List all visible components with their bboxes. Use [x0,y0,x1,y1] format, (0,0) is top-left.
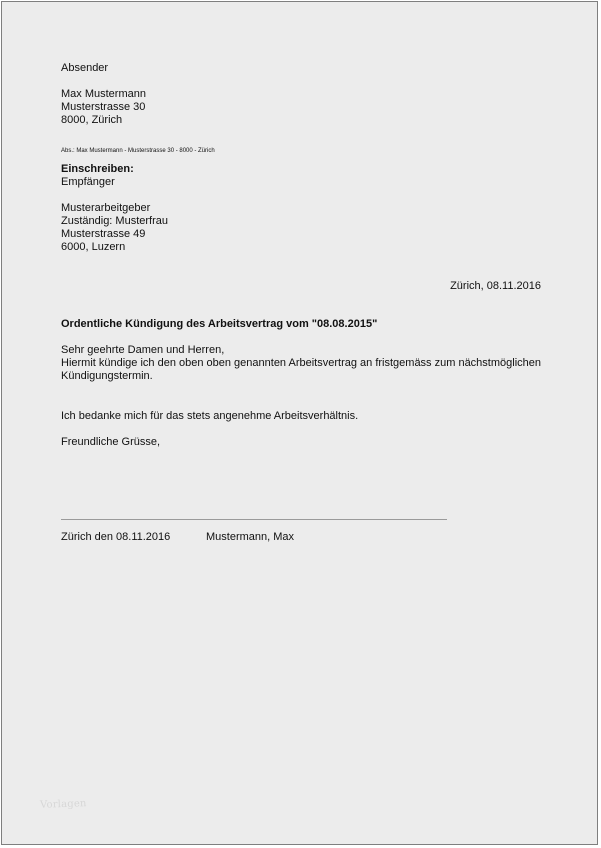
letter-date: Zürich, 08.11.2016 [450,280,541,292]
return-address-line: Abs.: Max Mustermann - Musterstrasse 30 - 8000 - Zürich [61,148,215,154]
body-line-2: Kündigungstermin. [61,370,153,382]
sender-label: Absender [61,62,109,74]
sender-name: Max Mustermann [61,88,146,100]
letter-page [1,1,598,845]
subject-line: Ordentliche Kündigung des Arbeitsvertrag vom "08.08.2015" [61,318,378,330]
signature-divider [61,519,447,520]
sender-street: Musterstrasse 30 [61,101,146,113]
body-line-1: Hiermit kündige ich den oben oben genannten Arbeitsvertrag an fristgemäss zum nächstmöglichen [61,357,541,369]
recipient-street: Musterstrasse 49 [61,228,146,240]
signature-place-date: Zürich den 08.11.2016 [61,531,171,543]
sender-city: 8000, Zürich [61,114,123,126]
recipient-label: Empfänger [61,176,115,188]
recipient-contact: Zuständig: Musterfrau [61,215,168,227]
recipient-company: Musterarbeitgeber [61,202,151,214]
recipient-city: 6000, Luzern [61,241,126,253]
signature-name: Mustermann, Max [206,531,295,543]
closing-line: Freundliche Grüsse, [61,436,161,448]
registered-mail-label: Einschreiben: [61,163,134,175]
salutation: Sehr geehrte Damen und Herren, [61,344,225,356]
thanks-line: Ich bedanke mich für das stets angenehme Arbeitsverhältnis. [61,410,359,422]
watermark-text: Vorlagen [39,798,87,811]
